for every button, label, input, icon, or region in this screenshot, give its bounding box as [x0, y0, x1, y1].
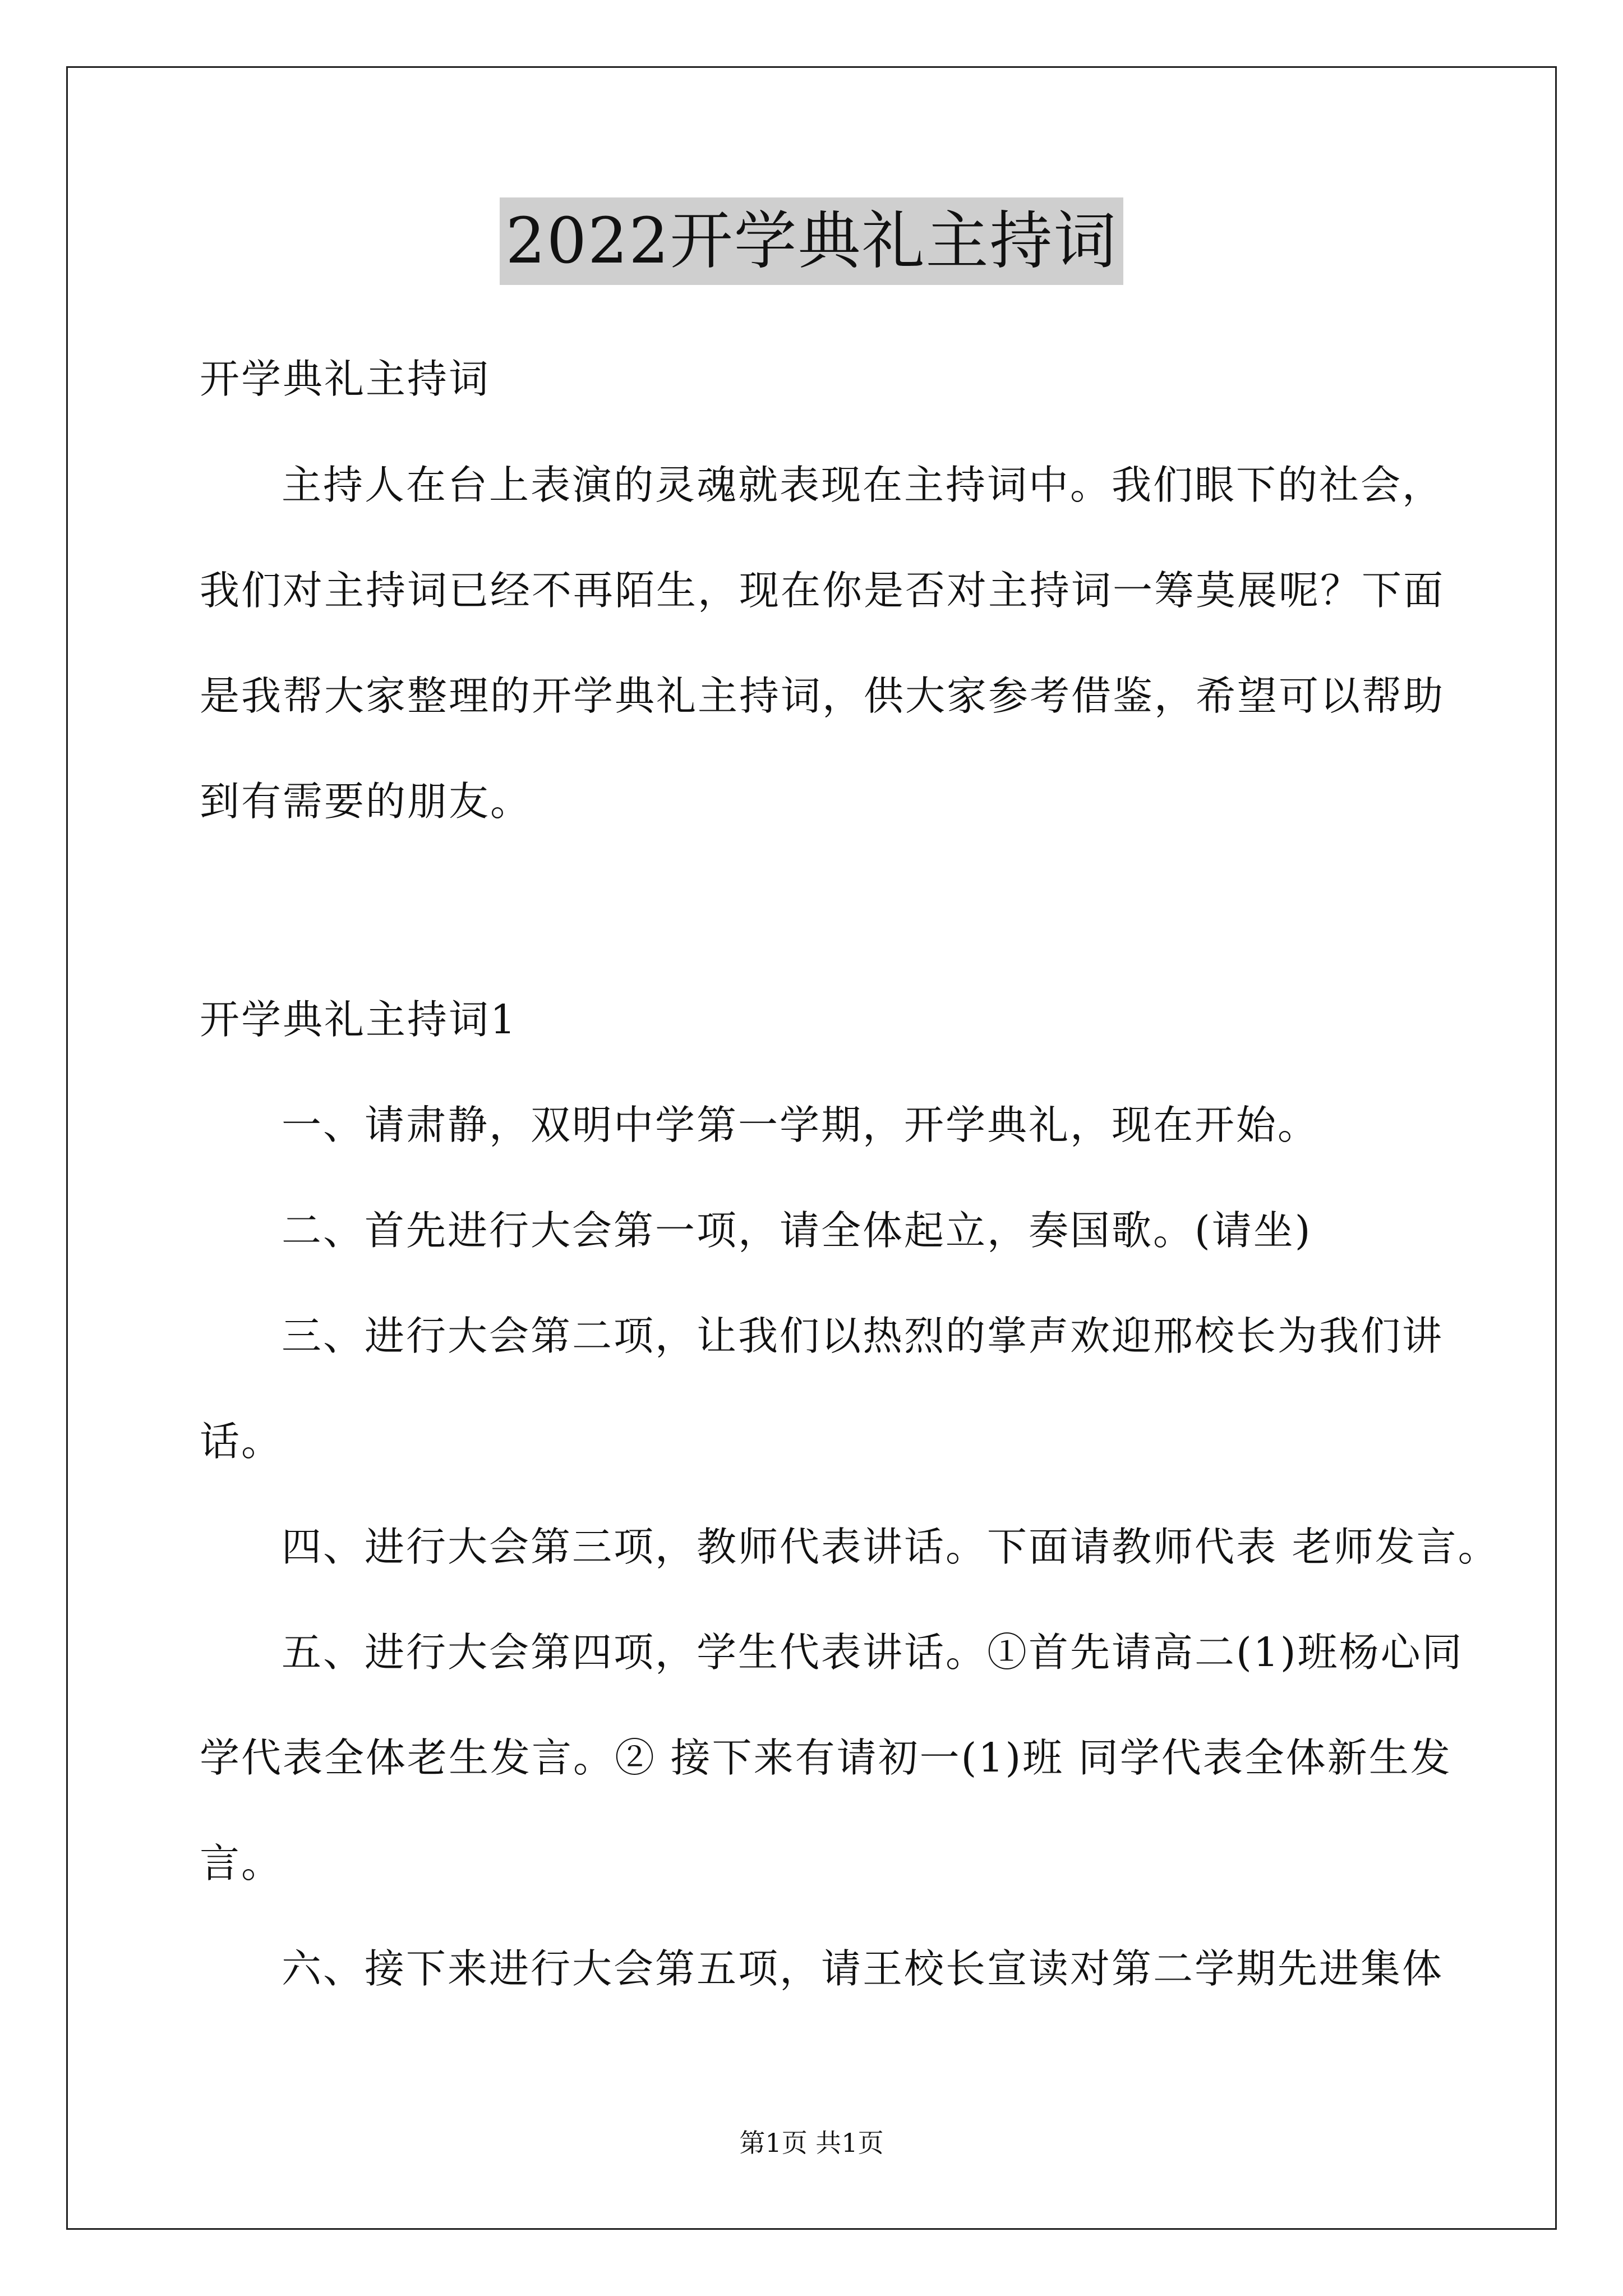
item-5-line-1: 五、进行大会第四项，学生代表讲话。①首先请高二(1)班杨心同: [282, 1629, 1464, 1676]
item-3-line-1: 三、进行大会第二项，让我们以热烈的掌声欢迎邢校长为我们讲: [282, 1313, 1444, 1359]
intro-line-4: 到有需要的朋友。: [200, 778, 532, 825]
item-2: 二、首先进行大会第一项，请全体起立，奏国歌。(请坐): [282, 1207, 1312, 1254]
intro-line-3: 是我帮大家整理的开学典礼主持词，供大家参考借鉴，希望可以帮助: [200, 673, 1445, 719]
subtitle: 开学典礼主持词: [200, 356, 491, 402]
item-6-line-1: 六、接下来进行大会第五项，请王校长宣读对第二学期先进集体: [282, 1945, 1444, 1992]
page-footer: 第1页 共1页: [739, 2128, 884, 2158]
item-4: 四、进行大会第三项，教师代表讲话。下面请教师代表 老师发言。: [282, 1524, 1500, 1570]
item-1: 一、请肃静，双明中学第一学期，开学典礼，现在开始。: [282, 1102, 1320, 1148]
intro-line-1: 主持人在台上表演的灵魂就表现在主持词中。我们眼下的社会，: [282, 462, 1444, 508]
item-5-line-2: 学代表全体老生发言。② 接下来有请初一(1)班 同学代表全体新生发: [200, 1734, 1452, 1781]
intro-line-2: 我们对主持词已经不再陌生，现在你是否对主持词一筹莫展呢？下面: [200, 567, 1445, 614]
item-3-line-2: 话。: [200, 1418, 283, 1465]
item-5-line-3: 言。: [200, 1840, 283, 1887]
document-title: 2022开学典礼主持词: [500, 197, 1123, 285]
title-container: [0, 197, 1623, 285]
section-heading: 开学典礼主持词1: [200, 996, 518, 1043]
